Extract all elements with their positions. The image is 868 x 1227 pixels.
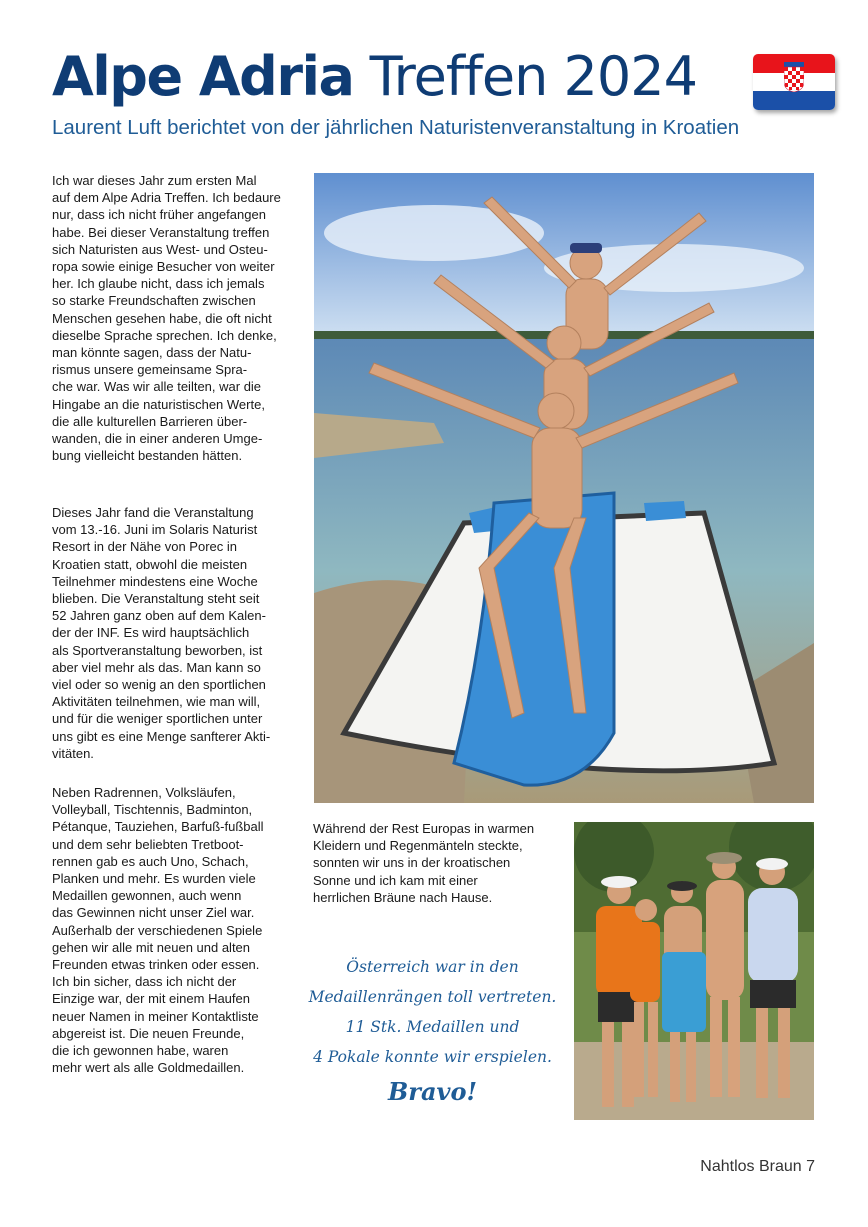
text-line: neuer Namen in meiner Kontaktliste bbox=[52, 1008, 259, 1024]
text-line: so starke Freundschaften zwischen bbox=[52, 293, 256, 309]
article-paragraph-3 bbox=[52, 784, 297, 1076]
text-line: 52 Jahren ganz oben auf dem Kalen- bbox=[52, 608, 266, 624]
page-footer: Nahtlos Braun 7 bbox=[700, 1158, 815, 1175]
text-line: Menschen gesehen habe, die oft nicht bbox=[52, 310, 272, 326]
text-line: Dieses Jahr fand die Veranstaltung bbox=[52, 505, 254, 520]
text-line: Einzige war, der mit einem Haufen bbox=[52, 991, 250, 1007]
text-line: das Gewinnen nicht unser Ziel war. bbox=[52, 905, 255, 921]
text-line: vom 13.-16. Juni im Solaris Naturist bbox=[52, 522, 258, 538]
text-line: sonnten wir uns in der kroatischen bbox=[313, 855, 511, 871]
text-line: Kleidern und Regenmänteln steckte, bbox=[313, 838, 523, 854]
text-line: herrlichen Bräune nach Hause. bbox=[313, 889, 493, 905]
text-line: Planken und mehr. Es wurden viele bbox=[52, 871, 256, 887]
text-line: der der INF. Es wird hauptsächlich bbox=[52, 625, 250, 641]
text-line: Pétanque, Tauziehen, Barfuß-fußball bbox=[52, 819, 264, 835]
text-line: wanden, die in einer anderen Umge- bbox=[52, 431, 263, 447]
article-paragraph-2 bbox=[52, 504, 297, 762]
croatia-flag-icon bbox=[753, 54, 835, 110]
text-line: uns gibt es eine Menge sanfterer Akti- bbox=[52, 728, 271, 744]
text-line: aber viel mehr als das. Man kann so bbox=[52, 659, 261, 675]
text-line: mehr wert als alle Goldmedaillen. bbox=[52, 1060, 245, 1076]
page-subtitle: Laurent Luft berichtet von der jährlichen Naturistenveranstaltung in Kroatien bbox=[52, 116, 740, 139]
text-line: sich Naturisten aus West- und Osteu- bbox=[52, 241, 268, 257]
text-line: che war. Was wir alle teilten, war die bbox=[52, 379, 262, 395]
note-line: 4 Pokale konnte wir erspielen. bbox=[313, 1048, 552, 1066]
note-line: Medaillenrängen toll vertreten. bbox=[308, 988, 557, 1006]
text-line: Medaillen gewonnen, auch wenn bbox=[52, 888, 242, 904]
text-line: nur, dass ich nicht früher angefangen bbox=[52, 207, 266, 223]
text-line: rennen gab es auch Uno, Schach, bbox=[52, 853, 249, 869]
pedal-boat-photo bbox=[314, 173, 814, 803]
title-light: Treffen 2024 bbox=[369, 45, 697, 108]
text-line: als Sportveranstaltung beworben, ist bbox=[52, 642, 263, 658]
text-line: Hingabe an die naturistischen Werte, bbox=[52, 396, 265, 412]
text-line: Kroatien statt, obwohl die meisten bbox=[52, 556, 248, 572]
text-line: und dem sehr beliebten Tretboot- bbox=[52, 836, 244, 852]
text-line: Während der Rest Europas in warmen bbox=[313, 821, 535, 836]
text-line: und für die weniger sportlichen unter bbox=[52, 711, 263, 727]
text-line: ropa sowie einige Besucher von weiter bbox=[52, 259, 275, 275]
text-line: die ich gewonnen habe, waren bbox=[52, 1043, 229, 1059]
article-paragraph-1 bbox=[52, 172, 297, 464]
text-line: blieben. Die Veranstaltung steht seit bbox=[52, 591, 260, 607]
title-bold: Alpe Adria bbox=[52, 45, 354, 108]
text-line: Neben Radrennen, Volksläufen, bbox=[52, 785, 236, 800]
text-line: habe. Bei dieser Veranstaltung treffen bbox=[52, 224, 270, 240]
text-line: rismus unsere gemeinsame Spra- bbox=[52, 362, 248, 378]
text-line: bung vielleicht bestanden hätten. bbox=[52, 448, 243, 464]
handwritten-medal-note bbox=[305, 952, 560, 1112]
page-title bbox=[52, 44, 697, 110]
medal-group-photo bbox=[574, 822, 814, 1120]
text-line: vitäten. bbox=[52, 745, 94, 761]
text-line: dieselbe Sprache sprechen. Ich denke, bbox=[52, 327, 277, 343]
text-line: Ich bin sicher, dass ich nicht der bbox=[52, 974, 237, 990]
note-bravo: Bravo! bbox=[388, 1077, 477, 1106]
text-line: Außerhalb der verschiedenen Spiele bbox=[52, 922, 263, 938]
text-line: Resort in der Nähe von Porec in bbox=[52, 539, 237, 555]
note-line: 11 Stk. Medaillen und bbox=[345, 1018, 520, 1036]
text-line: die alle kulturellen Barrieren über- bbox=[52, 413, 248, 429]
article-paragraph-4 bbox=[313, 820, 563, 906]
note-line: Österreich war in den bbox=[346, 958, 519, 976]
text-line: Aktivitäten teilnehmen, wie man will, bbox=[52, 694, 261, 710]
text-line: Freunden etwas trinken oder essen. bbox=[52, 957, 260, 973]
text-line: Ich war dieses Jahr zum ersten Mal bbox=[52, 173, 257, 188]
text-line: Volleyball, Tischtennis, Badminton, bbox=[52, 802, 253, 818]
text-line: man könnte sagen, dass der Natu- bbox=[52, 345, 252, 361]
text-line: Sonne und ich kam mit einer bbox=[313, 872, 478, 888]
text-line: gehen wir alle mit neuen und alten bbox=[52, 939, 251, 955]
croatia-coat-of-arms-icon bbox=[784, 62, 804, 92]
text-line: Teilnehmer mindestens eine Woche bbox=[52, 573, 258, 589]
text-line: auf dem Alpe Adria Treffen. Ich bedaure bbox=[52, 190, 281, 206]
text-line: viel oder so wenig an den sportlichen bbox=[52, 677, 266, 693]
text-line: her. Ich glaube nicht, dass ich jemals bbox=[52, 276, 265, 292]
text-line: abgereist ist. Die neuen Freunde, bbox=[52, 1025, 245, 1041]
